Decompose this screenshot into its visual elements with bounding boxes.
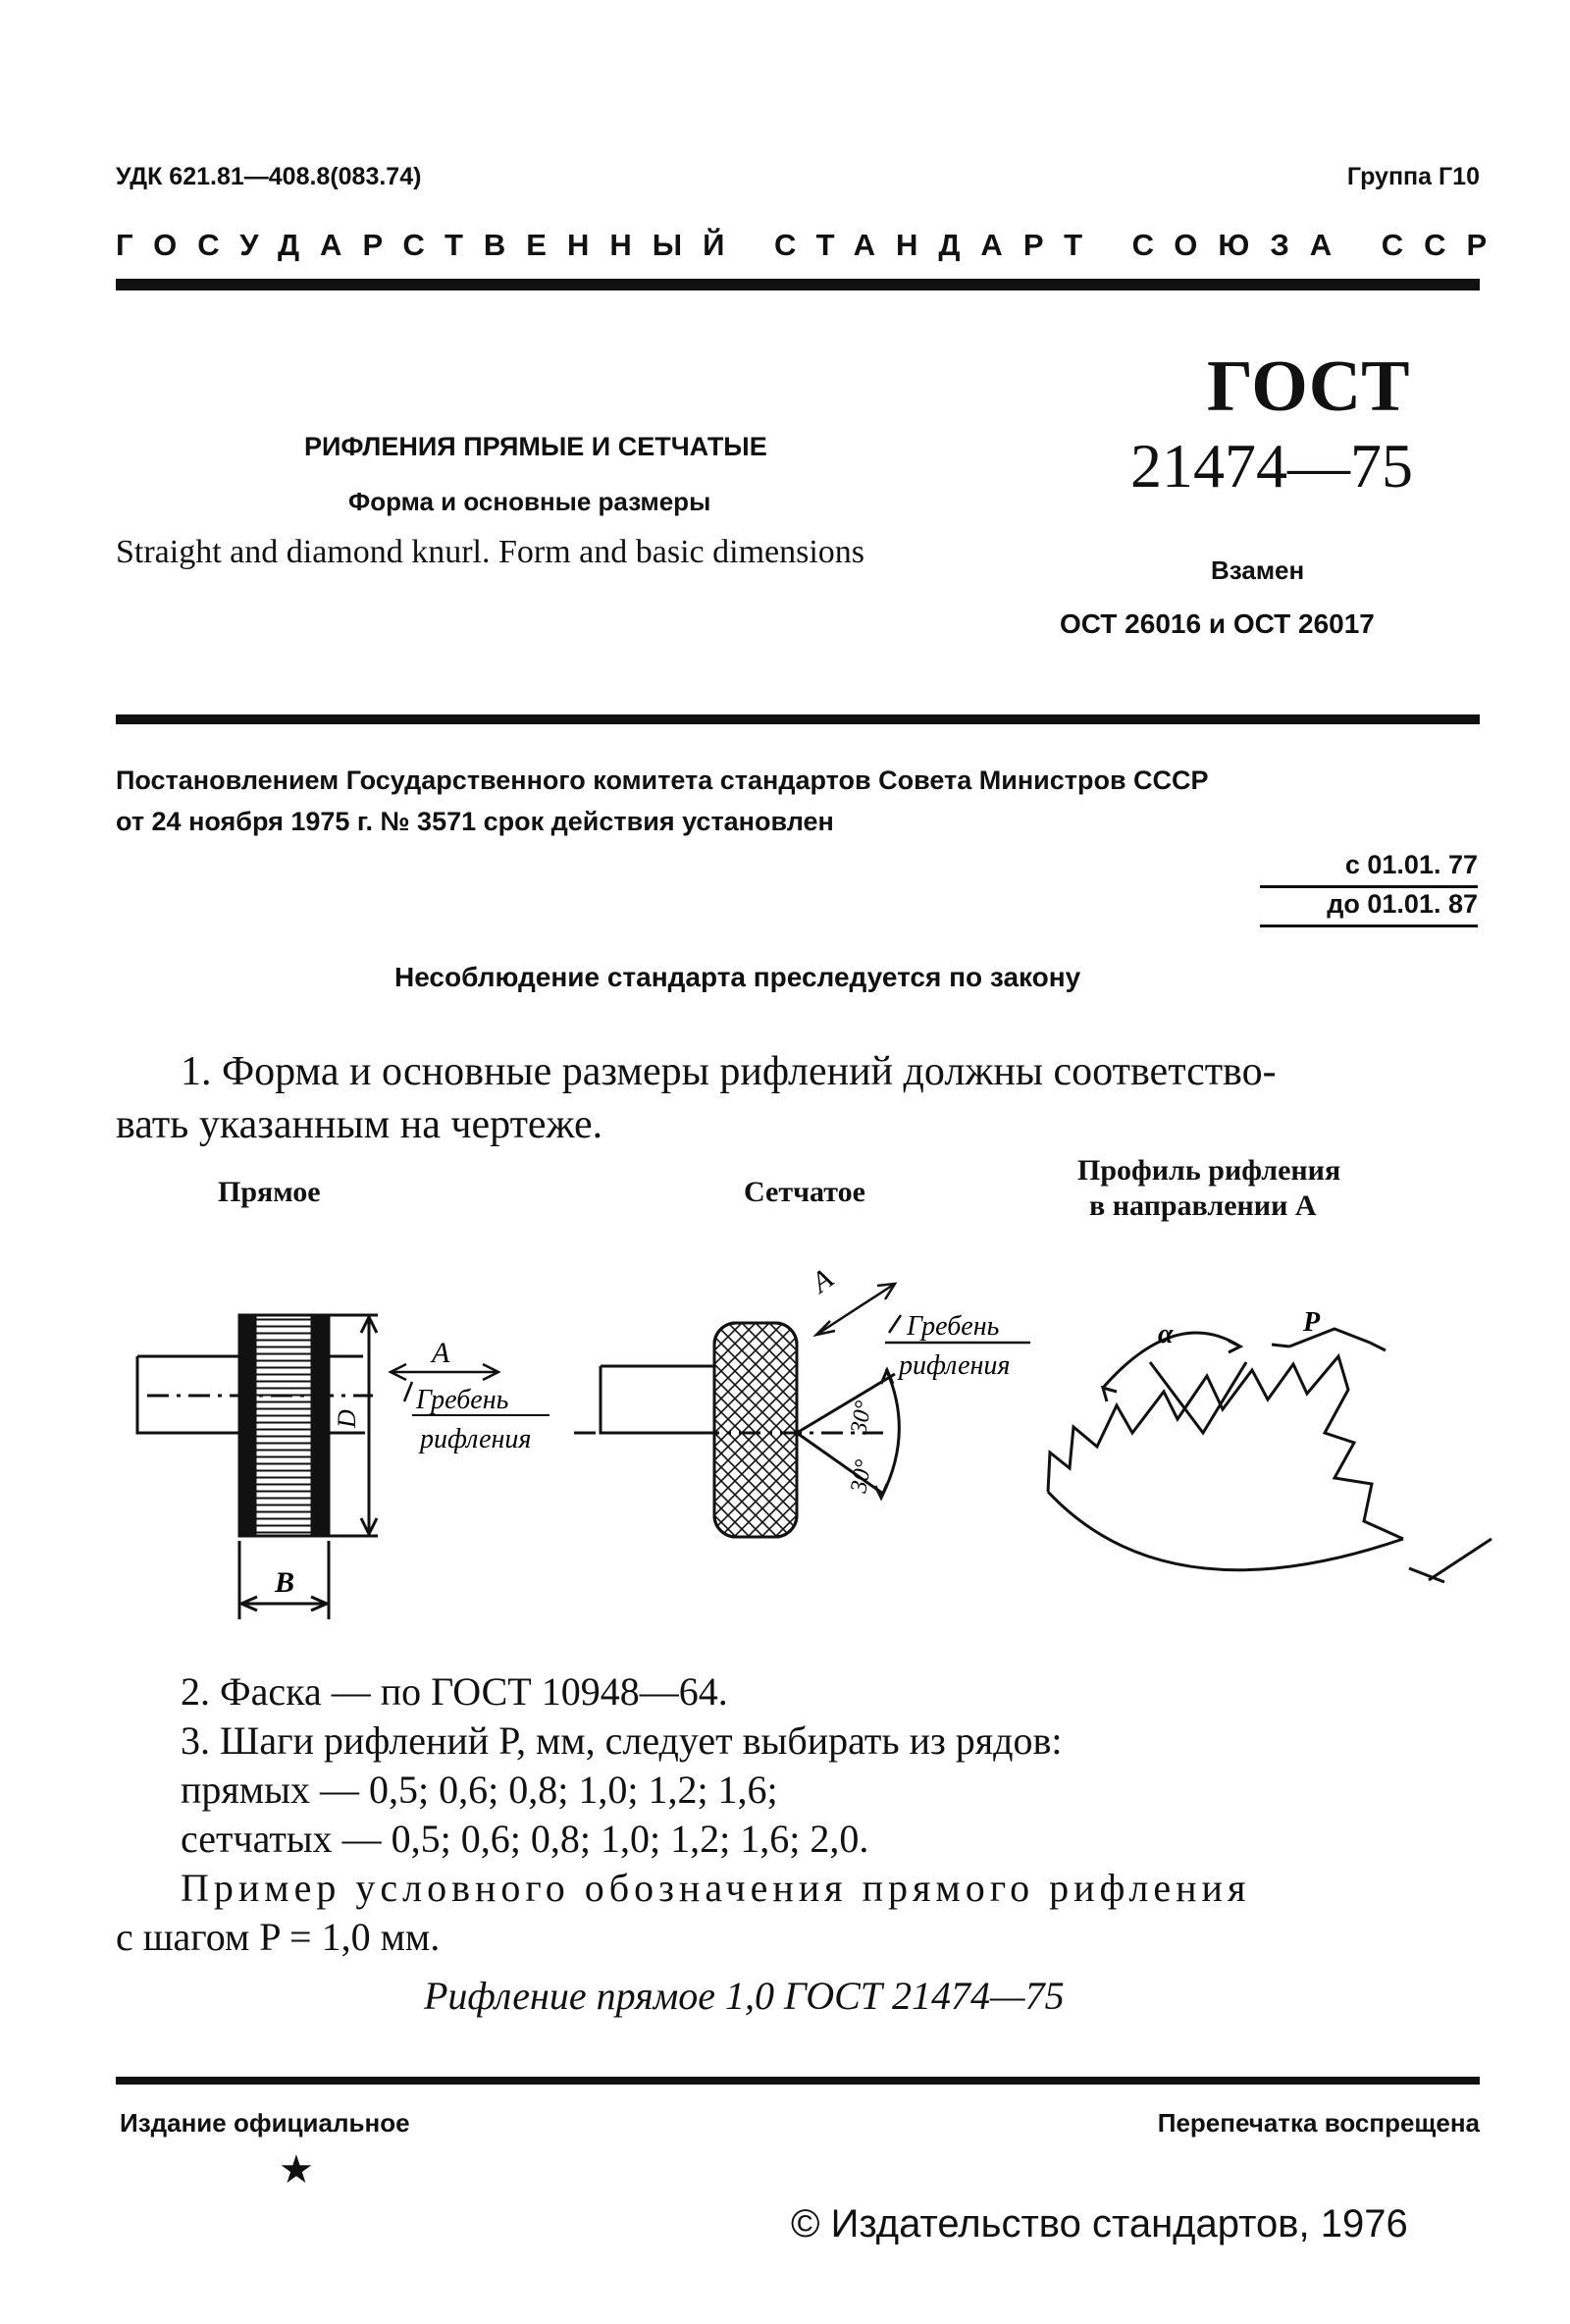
- crest-label-straight-2: рифления: [420, 1424, 532, 1454]
- decree-line-1: Постановлением Государственного комитета стандартов Совета Министров СССР: [116, 766, 1209, 795]
- label-profile-1: Профиль рифления: [1077, 1154, 1341, 1187]
- footer-rule: [116, 2077, 1480, 2085]
- paragraph-3-diamond: сетчатых — 0,5; 0,6; 0,8; 1,0; 1,2; 1,6; 2,0.: [181, 1817, 869, 1861]
- example-line-1: Пример условного обозначения прямого рифления: [181, 1866, 1251, 1910]
- arrow-a-label-straight: A: [432, 1337, 450, 1369]
- title-en: Straight and diamond knurl. Form and basic dimensions: [116, 534, 865, 570]
- dim-d-label: D: [333, 1409, 361, 1428]
- decree-line-2: от 24 ноября 1975 г. № 3571 срок действия установлен: [116, 807, 834, 836]
- state-standard-banner: ГОСУДАРСТВЕННЫЙ СТАНДАРТ СОЮЗА ССР: [116, 228, 1508, 262]
- validity-from-rule: [1260, 885, 1478, 888]
- crest-label-straight-1: Гребень: [416, 1385, 509, 1415]
- title-rule: [116, 714, 1480, 724]
- label-diamond: Сетчатое: [744, 1176, 865, 1208]
- validity-to: до 01.01. 87: [1327, 889, 1478, 919]
- crest-label-diamond-1: Гребень: [907, 1311, 1000, 1342]
- label-straight: Прямое: [218, 1176, 321, 1208]
- paragraph-2: 2. Фаска — по ГОСТ 10948—64.: [181, 1669, 728, 1714]
- dim-b-label: B: [275, 1566, 295, 1599]
- star-icon: ★: [279, 2147, 314, 2192]
- group-code: Группа Г10: [1346, 163, 1480, 190]
- paragraph-1-line-1: 1. Форма и основные размеры рифлений должны соответство-: [181, 1049, 1277, 1094]
- gost-number: 21474—75: [1130, 431, 1413, 501]
- udk-code: УДК 621.81—408.8(083.74): [116, 163, 422, 190]
- angle-30-top: 30°: [846, 1399, 877, 1437]
- validity-to-rule: [1260, 924, 1478, 927]
- example-designation: Рифление прямое 1,0 ГОСТ 21474—75: [424, 1974, 1065, 2018]
- paragraph-3: 3. Шаги рифлений P, мм, следует выбирать из рядов:: [181, 1718, 1063, 1763]
- crest-label-diamond-2: рифления: [899, 1350, 1011, 1381]
- alpha-label: α: [1158, 1319, 1174, 1349]
- legal-warning: Несоблюдение стандарта преследуется по закону: [394, 962, 1081, 992]
- paragraph-3-straight: прямых — 0,5; 0,6; 0,8; 1,0; 1,2; 1,6;: [181, 1768, 778, 1812]
- reprint-prohibited: Перепечатка воспрещена: [1157, 2108, 1480, 2138]
- header-rule: [116, 279, 1480, 290]
- knurl-profile-view: [1048, 1329, 1492, 1582]
- example-line-2: с шагом P = 1,0 мм.: [116, 1915, 441, 1959]
- label-profile-2: в направлении A: [1089, 1189, 1317, 1222]
- official-edition: Издание официальное: [120, 2108, 410, 2138]
- pitch-label: P: [1303, 1307, 1321, 1338]
- title-ru-sub: Форма и основные размеры: [348, 487, 711, 516]
- publisher-copyright: © Издательство стандартов, 1976: [791, 2202, 1408, 2245]
- angle-30-bottom: 30°: [846, 1457, 877, 1496]
- title-ru-main: РИФЛЕНИЯ ПРЯМЫЕ И СЕТЧАТЫЕ: [304, 432, 767, 461]
- replaces-label: Взамен: [1211, 555, 1305, 585]
- knurl-drawing: [0, 1227, 1570, 1639]
- paragraph-1-line-2: вать указанным на чертеже.: [116, 1102, 603, 1147]
- arrow-a-label-diamond: A: [806, 1262, 840, 1299]
- straight-knurl-view: [137, 1315, 378, 1619]
- validity-from: с 01.01. 77: [1344, 850, 1478, 879]
- gost-label: ГОСТ: [1207, 346, 1410, 427]
- replaces-value: ОСТ 26016 и ОСТ 26017: [1060, 608, 1375, 639]
